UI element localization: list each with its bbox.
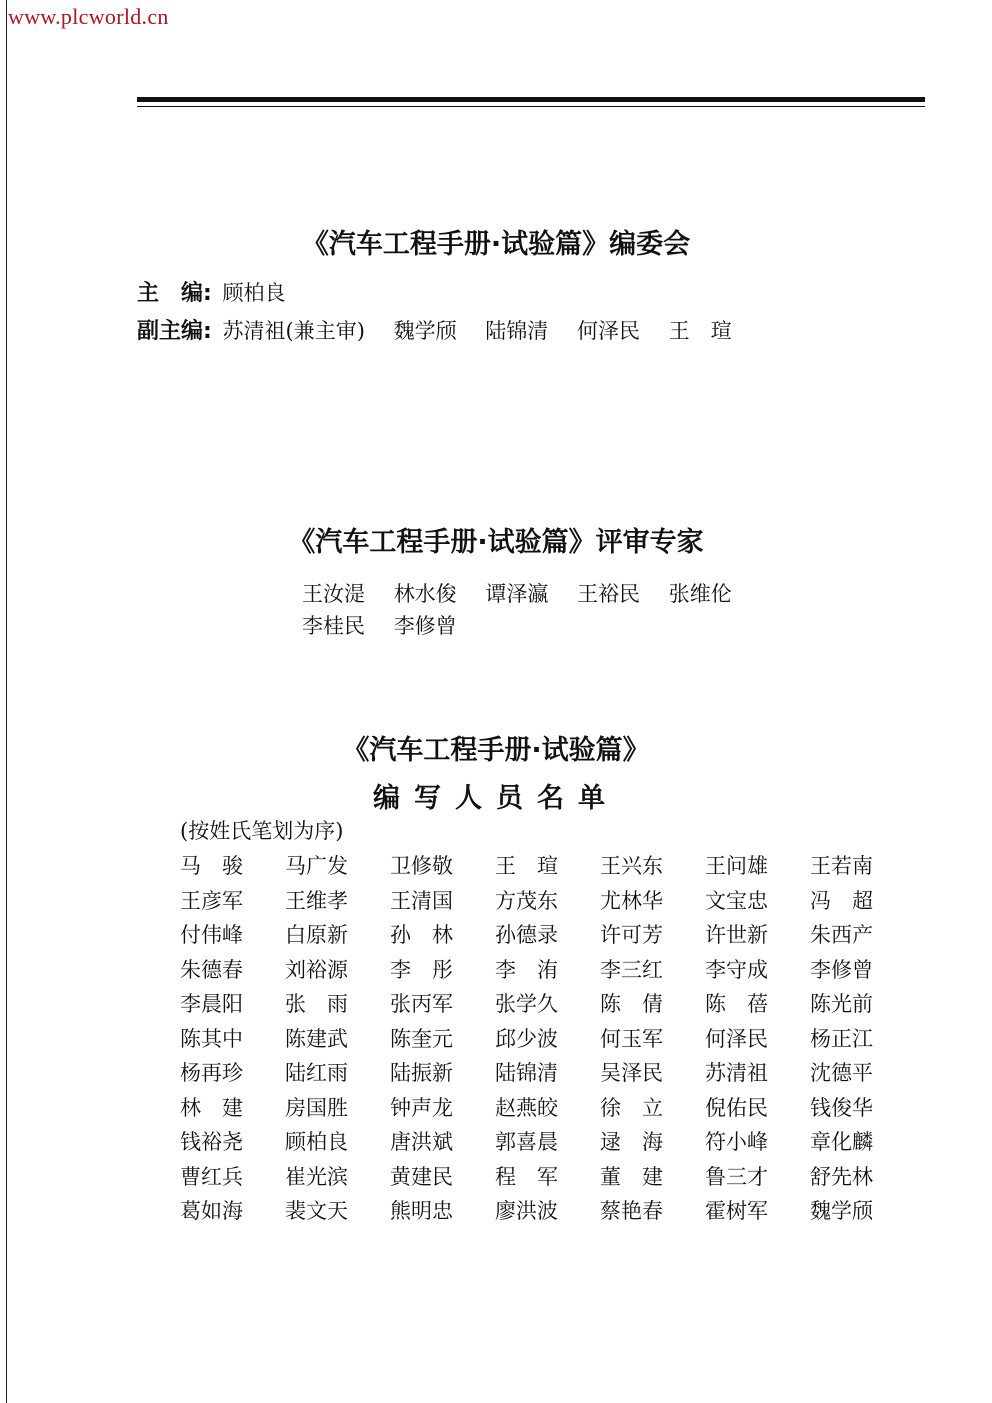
author-name: 白原新 [285, 923, 348, 947]
reviewer-name: 李桂民 [302, 614, 365, 638]
author-name: 方茂东 [495, 888, 558, 913]
author-name: 魏学颀 [810, 1199, 873, 1223]
reviewer-name: 王汝湜 [302, 582, 365, 606]
author-name: 蔡艳春 [600, 1199, 663, 1223]
author-name: 李 洧 [495, 957, 558, 982]
author-name: 朱德春 [180, 957, 243, 982]
author-name: 顾柏良 [285, 1130, 348, 1154]
author-name: 朱西产 [810, 923, 873, 947]
author-name: 裴文天 [285, 1199, 348, 1223]
author-name: 李修曾 [810, 957, 873, 982]
author-name: 王清国 [390, 888, 453, 913]
author-name: 陆锦清 [495, 1061, 558, 1085]
author-name: 陈 蓓 [705, 992, 768, 1016]
author-name: 葛如海 [180, 1199, 243, 1223]
author-name: 刘裕源 [285, 957, 348, 982]
author-name: 陈光前 [810, 992, 873, 1016]
watermark: www.plcworld.cn [8, 4, 169, 29]
author-name: 陈奎元 [390, 1026, 453, 1051]
authors-subtitle: 编写人员名单 [373, 783, 619, 814]
author-name: 鲁三才 [705, 1164, 768, 1189]
author-name: 王兴东 [600, 854, 663, 878]
author-name: 钟声龙 [390, 1095, 453, 1120]
author-name: 陈 倩 [600, 992, 663, 1016]
author-name: 郭喜晨 [495, 1130, 558, 1154]
committee-title: 《汽车工程手册·试验篇》编委会 [301, 229, 691, 260]
author-name: 赵燕皎 [495, 1095, 558, 1120]
deputy-editor-name: 苏清祖(兼主审) [222, 319, 365, 343]
deputy-editors-row [137, 314, 754, 345]
author-name: 唐洪斌 [390, 1130, 453, 1154]
author-name: 章化麟 [810, 1130, 873, 1154]
author-name: 沈德平 [810, 1061, 873, 1085]
author-name: 黄建民 [390, 1164, 453, 1189]
author-name: 文宝忠 [705, 888, 768, 913]
author-name: 崔光滨 [285, 1164, 348, 1189]
deputy-editor-name: 陆锦清 [485, 319, 549, 343]
author-name: 张丙军 [390, 992, 453, 1016]
author-name: 冯 超 [810, 888, 873, 913]
author-name: 马 骏 [180, 854, 243, 878]
author-name: 王问雄 [705, 854, 768, 878]
reviewers-line-2 [302, 610, 479, 640]
author-name: 许世新 [705, 923, 768, 947]
author-name: 王维孝 [285, 888, 348, 913]
authors-note: (按姓氏笔划为序) [180, 819, 344, 843]
author-name: 王彦军 [180, 888, 243, 913]
author-name: 陆振新 [390, 1061, 453, 1085]
author-name: 孙 林 [390, 923, 453, 947]
author-name: 苏清祖 [705, 1061, 768, 1085]
reviewer-name: 林水俊 [393, 582, 457, 606]
author-name: 董 建 [600, 1164, 663, 1189]
author-name: 舒先林 [810, 1164, 873, 1189]
author-name: 杨正江 [810, 1026, 873, 1051]
author-name: 房国胜 [285, 1095, 348, 1120]
page-edge-line [6, 0, 7, 1403]
author-name: 马广发 [285, 854, 348, 878]
deputy-editor-name: 魏学颀 [393, 319, 457, 343]
author-name: 林 建 [180, 1095, 243, 1120]
author-name: 熊明忠 [390, 1199, 453, 1223]
author-name: 逯 海 [600, 1130, 663, 1154]
author-name: 邱少波 [495, 1026, 558, 1051]
author-name: 李晨阳 [180, 992, 243, 1016]
deputy-editor-name: 王 瑄 [668, 319, 732, 343]
reviewers-line-1 [302, 578, 754, 608]
author-name: 李三红 [600, 957, 663, 982]
reviewer-name: 李修曾 [393, 614, 457, 638]
chief-editor-label: 主 编: [137, 281, 212, 306]
author-name: 何泽民 [705, 1026, 768, 1051]
author-name: 程 军 [495, 1164, 558, 1189]
author-name: 李 彤 [390, 957, 453, 982]
author-name: 廖洪波 [495, 1199, 558, 1223]
author-name: 陈其中 [180, 1026, 243, 1051]
author-name: 钱俊华 [810, 1095, 873, 1120]
author-name: 吴泽民 [600, 1061, 663, 1085]
deputy-editor-label: 副主编: [137, 319, 212, 344]
chief-editor-name: 顾柏良 [222, 281, 286, 305]
chief-editor-row [137, 276, 286, 307]
reviewers-title: 《汽车工程手册·试验篇》评审专家 [288, 527, 704, 558]
author-name: 陆红雨 [285, 1061, 348, 1085]
deputy-editor-name: 何泽民 [576, 319, 640, 343]
author-name: 王 瑄 [495, 854, 558, 878]
author-name: 霍树军 [705, 1199, 768, 1223]
author-name: 符小峰 [705, 1130, 768, 1154]
author-name: 倪佑民 [705, 1095, 768, 1120]
author-name: 尤林华 [600, 888, 663, 913]
author-name: 曹红兵 [180, 1164, 243, 1189]
author-name: 徐 立 [600, 1095, 663, 1120]
author-name: 孙德录 [495, 923, 558, 947]
reviewer-name: 王裕民 [577, 582, 641, 606]
reviewer-name: 张维伦 [668, 582, 732, 606]
authors-title: 《汽车工程手册·试验篇》 [342, 735, 650, 766]
author-name: 王若南 [810, 854, 873, 878]
author-name: 李守成 [705, 957, 768, 982]
author-name: 杨再珍 [180, 1061, 243, 1085]
author-name: 付伟峰 [180, 923, 243, 947]
reviewer-name: 谭泽瀛 [485, 582, 549, 606]
author-name: 陈建武 [285, 1026, 348, 1051]
author-name: 何玉军 [600, 1026, 663, 1051]
authors-grid [180, 850, 915, 1230]
author-name: 卫修敬 [390, 854, 453, 878]
author-name: 张 雨 [285, 992, 348, 1016]
author-name: 张学久 [495, 992, 558, 1016]
author-name: 钱裕尧 [180, 1130, 243, 1154]
header-rule [137, 97, 925, 107]
author-name: 许可芳 [600, 923, 663, 947]
